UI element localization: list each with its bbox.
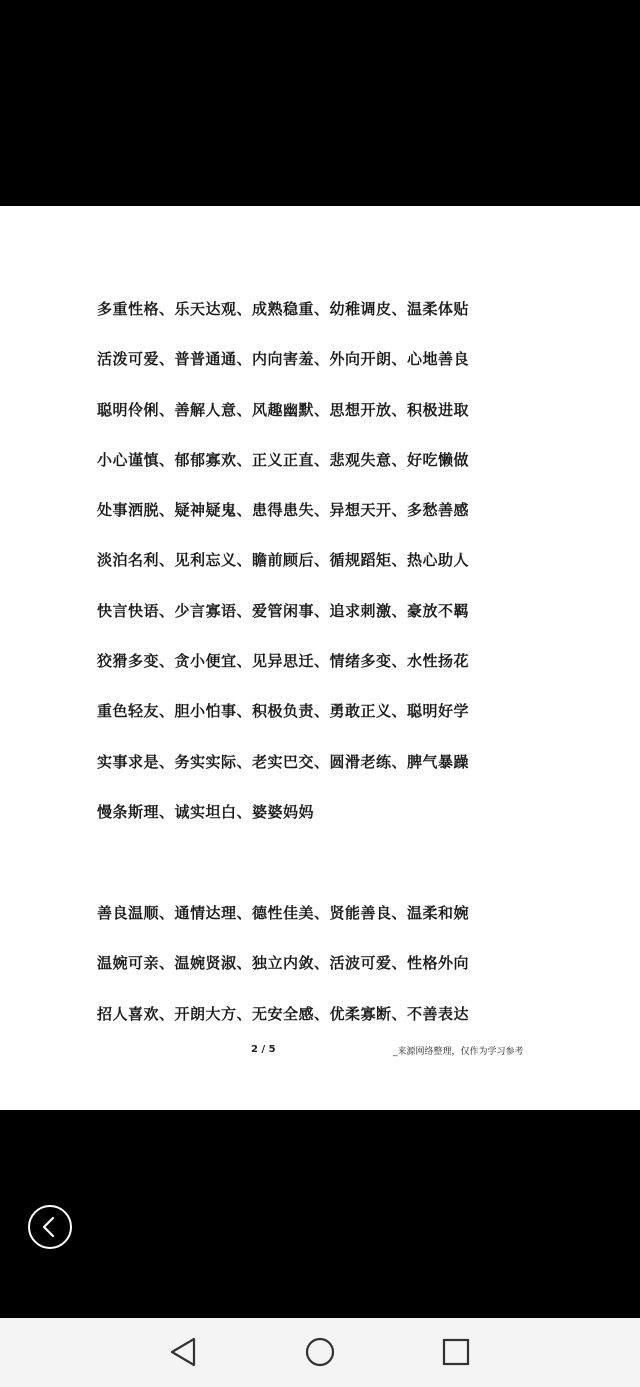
page-indicator: 2 / 5: [251, 1044, 276, 1055]
text-line: 温婉可亲、温婉贤淑、独立内敛、活波可爱、性格外向: [97, 954, 470, 972]
chevron-left-icon: [30, 1207, 70, 1247]
text-line: 招人喜欢、开朗大方、无安全感、优柔寡断、不善表达: [97, 1005, 470, 1023]
triangle-back-icon: [163, 1332, 203, 1372]
text-line: 处事洒脱、疑神疑鬼、患得患失、异想天开、多愁善感: [97, 501, 470, 519]
text-line: 多重性格、乐天达观、成熟稳重、幼稚调皮、温柔体贴: [97, 300, 470, 318]
nav-recents-button[interactable]: [436, 1332, 476, 1372]
circle-home-icon: [300, 1332, 340, 1372]
nav-back-button[interactable]: [163, 1332, 203, 1372]
nav-home-button[interactable]: [300, 1332, 340, 1372]
text-line: 狡猾多变、贪小便宜、见异思迁、情绪多变、水性扬花: [97, 652, 470, 670]
source-note: _来源网络整理，仅作为学习参考: [393, 1047, 524, 1057]
top-letterbox: [0, 0, 640, 206]
text-line: 善良温顺、通情达理、德性佳美、贤能善良、温柔和婉: [97, 904, 470, 922]
text-line: 淡泊名利、见利忘义、瞻前顾后、循规蹈矩、热心助人: [97, 551, 470, 569]
text-line: 慢条斯理、诚实坦白、婆婆妈妈: [97, 803, 315, 821]
back-button[interactable]: [28, 1205, 72, 1249]
text-line: 聪明伶俐、善解人意、风趣幽默、思想开放、积极进取: [97, 401, 470, 419]
text-line: 活泼可爱、普普通通、内向害羞、外向开朗、心地善良: [97, 350, 470, 368]
system-navigation-bar: [0, 1318, 640, 1387]
text-line: 重色轻友、胆小怕事、积极负责、勇敢正义、聪明好学: [97, 702, 470, 720]
text-line: 小心谨慎、郁郁寡欢、正义正直、悲观失意、好吃懒做: [97, 451, 470, 469]
document-page[interactable]: [0, 206, 640, 1110]
text-line: 快言快语、少言寡语、爱管闲事、追求刺激、豪放不羁: [97, 602, 470, 620]
text-line: 实事求是、务实实际、老实巴交、圆滑老练、脾气暴躁: [97, 753, 470, 771]
square-recents-icon: [436, 1332, 476, 1372]
